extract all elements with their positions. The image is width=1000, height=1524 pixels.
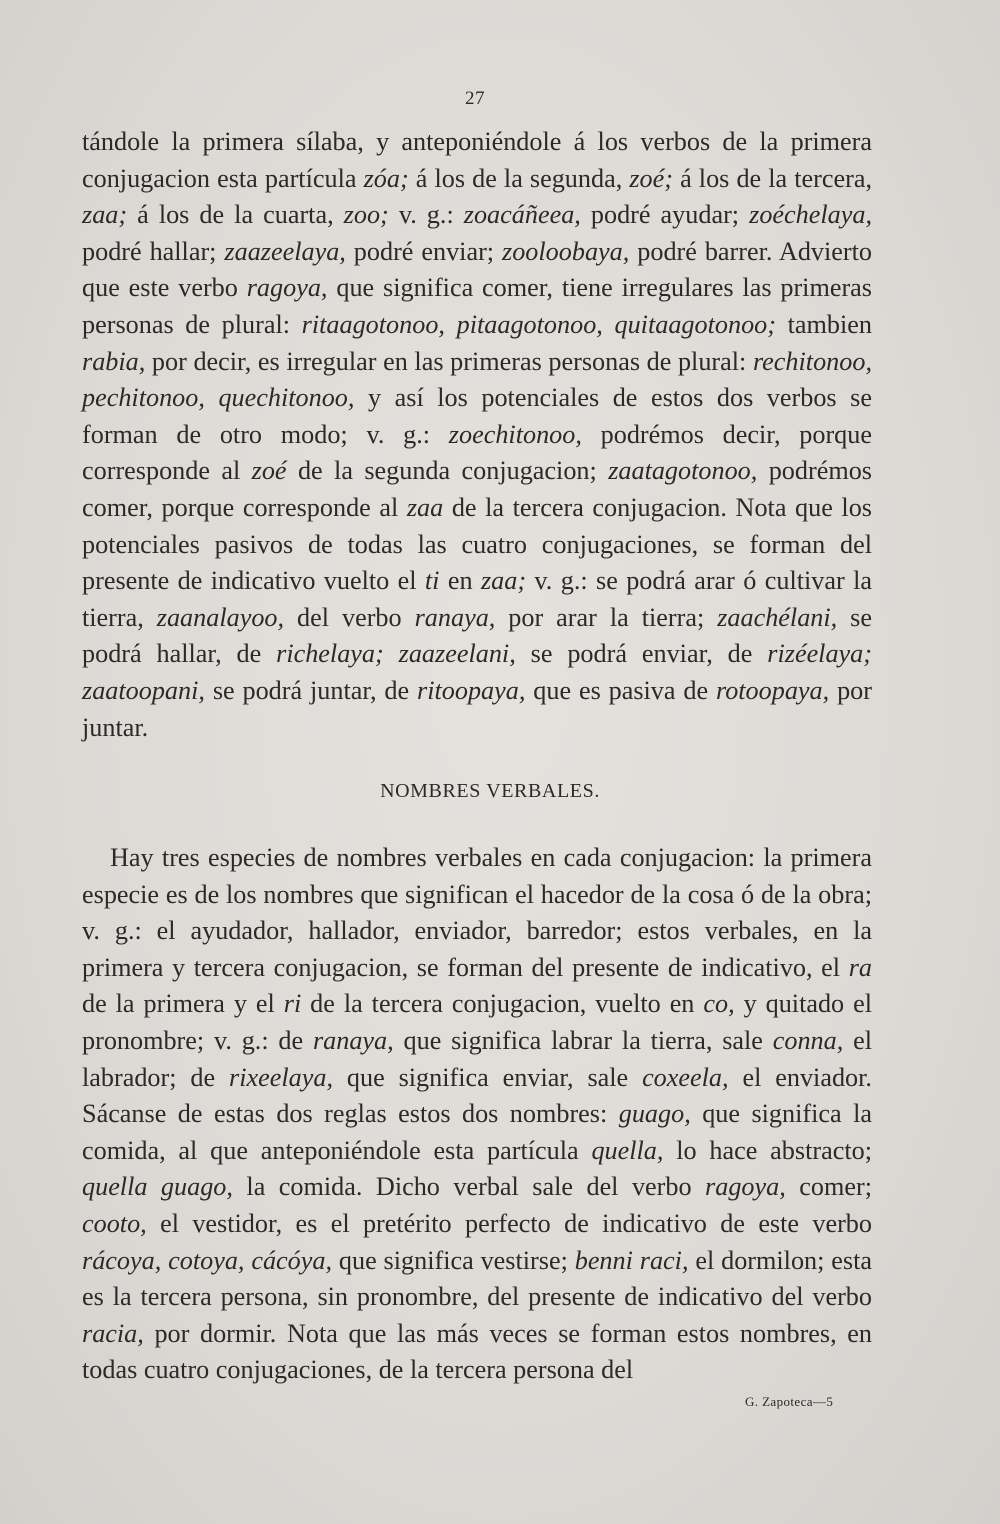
italic-term: zoé [251, 456, 287, 486]
text-run: el enviador. Sácanse de estas dos reglas estos dos nombres: [82, 1062, 872, 1129]
text-run: de la segunda conjugacion; [286, 456, 609, 486]
text-run: tándole la primera sílaba, y anteponiéndole á los verbos de la primera conjugacion esta partícula [82, 127, 872, 193]
text-run: se podrá enviar, de [515, 639, 768, 669]
italic-term: zoé; [629, 163, 673, 193]
text-run: en [439, 566, 481, 596]
text-run: el labrador; de [82, 1025, 872, 1092]
text-run: que significa comer, tiene irregulares las primeras personas de plural: [82, 273, 872, 339]
italic-term: ri [283, 989, 302, 1019]
text-run: comer; [785, 1172, 872, 1202]
text-run: lo hace abstracto; [663, 1135, 872, 1165]
text-run: por arar la tierra; [495, 602, 718, 632]
text-run: que significa enviar, sale [333, 1062, 643, 1092]
text-run: de la primera y el [82, 989, 284, 1019]
text-run: v. g.: se podrá arar ó cultivar la tierra, [82, 566, 872, 632]
italic-term: cooto, [82, 1208, 147, 1238]
italic-term: zóa; [363, 163, 409, 193]
italic-term: ragoya, [246, 273, 328, 303]
section-heading: NOMBRES VERBALES. [380, 780, 600, 802]
italic-term: rechitonoo, pechitonoo, quechitonoo, [82, 346, 872, 413]
text-run: por dormir. Nota que las más veces se forman estos nombres, en todas cuatro conjugaciones, de la tercera persona del [82, 1318, 872, 1385]
italic-term: ti [424, 566, 440, 596]
text-run: á los de la cuarta, [127, 200, 344, 230]
italic-term: zaa; [82, 200, 128, 230]
text-run: que significa la comida, al que anteponiéndole esta partícula [82, 1099, 872, 1165]
text-run: la comida. Dicho verbal sale del verbo [232, 1172, 706, 1202]
italic-term: quella, [591, 1135, 664, 1165]
paragraph-2 [82, 840, 872, 1389]
italic-term: zoechitonoo, [448, 419, 582, 449]
italic-term: zooloobaya, [502, 236, 630, 266]
text-run: se podrá juntar, de [204, 675, 418, 705]
italic-term: rixeelaya, [229, 1062, 333, 1092]
paragraph-1 [82, 124, 872, 746]
italic-term: zaanalayoo, [156, 602, 285, 632]
italic-term: zaatagotonoo, [608, 456, 758, 486]
text-run: que significa vestirse; [332, 1245, 575, 1275]
text-run: podré hallar; [82, 236, 225, 266]
italic-term: ranaya, [312, 1025, 394, 1055]
italic-term: ra [848, 952, 872, 982]
body-text-top [82, 124, 872, 746]
italic-term: zaachélani, [717, 602, 838, 632]
text-run: Hay tres especies de nombres verbales en cada conjugacion: la primera especie es de los nombres que significan el hacedor de la cosa ó de la obra; v. g.: el ayudador, hallador, enviador, barredor; estos verbales, en la primera y tercera conjugacion, se forman del presente de indicativo, el [82, 843, 872, 982]
signature-mark: G. Zapoteca—5 [745, 1394, 834, 1409]
page-number: 27 [465, 88, 485, 109]
italic-term: zoacáñeea, [463, 200, 581, 230]
italic-term: ragoya, [705, 1172, 786, 1202]
italic-term: ritaagotonoo, pitaagotonoo, quitaagotonoo; [301, 309, 776, 339]
text-run: el vestidor, es el pretérito perfecto de indicativo de este verbo [146, 1208, 872, 1238]
italic-term: quella guago, [82, 1172, 233, 1202]
text-run: que es pasiva de [525, 675, 716, 705]
italic-term: zaazeelani, [398, 639, 516, 669]
italic-term: co, [703, 989, 735, 1019]
text-run: de la tercera conjugacion, vuelto en [301, 989, 704, 1019]
text-run: á los de la segunda, [408, 163, 630, 193]
italic-term: zaa [406, 492, 444, 522]
italic-term: conna, [772, 1025, 844, 1055]
text-run: el dormilon; esta es la tercera persona, sin pronombre, del presente de indicativo del verbo [82, 1245, 872, 1312]
text-run: v. g.: [388, 200, 464, 230]
italic-term: rácoya, cotoya, cácóya, [82, 1245, 333, 1275]
italic-term: ritoopaya, [417, 675, 526, 705]
italic-term: rizéelaya; [767, 639, 872, 669]
text-run: por juntar. [82, 675, 872, 742]
text-run: por decir, es irregular en las primeras personas de plural: [145, 346, 753, 376]
text-run: se podrá hallar, de [82, 602, 873, 669]
italic-term: ranaya, [414, 602, 496, 632]
italic-term: racia, [82, 1318, 144, 1348]
text-run [384, 639, 399, 668]
text-run: del verbo [284, 602, 415, 632]
italic-term: rabia, [82, 346, 146, 376]
italic-term: coxeela, [642, 1062, 729, 1092]
text-run: y así los potenciales de estos dos verbos se forman de otro modo; v. g.: [82, 383, 872, 449]
text-run: tambien [775, 309, 872, 339]
italic-term: benni raci, [574, 1245, 689, 1275]
body-text-bottom [82, 840, 872, 1389]
italic-term: guago, [618, 1099, 691, 1129]
text-run: y quitado el pronombre; v. g.: de [82, 989, 872, 1055]
text-run: que significa labrar la tierra, sale [393, 1025, 773, 1055]
text-run: á los de la tercera, [673, 163, 872, 193]
italic-term: zoéchelaya, [749, 200, 873, 230]
italic-term: zaa; [480, 566, 527, 596]
italic-term: richelaya; [276, 639, 384, 669]
italic-term: rotoopaya, [715, 675, 830, 705]
text-run: podré enviar; [345, 236, 503, 266]
italic-term: zaazeelaya, [224, 236, 346, 266]
italic-term: zoo; [343, 200, 389, 230]
italic-term: zaatoopani, [82, 675, 205, 705]
text-run: podré barrer. Advierto que este verbo [82, 236, 873, 303]
text-run: de la tercera conjugacion. Nota que los potenciales pasivos de todas las cuatro conjugaciones, se forman del presente de indicativo vuelto el [82, 492, 872, 596]
text-run: podrémos comer, porque corresponde al [82, 456, 872, 522]
text-run: podrémos decir, porque corresponde al [82, 419, 872, 486]
text-run: podré ayudar; [580, 200, 750, 230]
